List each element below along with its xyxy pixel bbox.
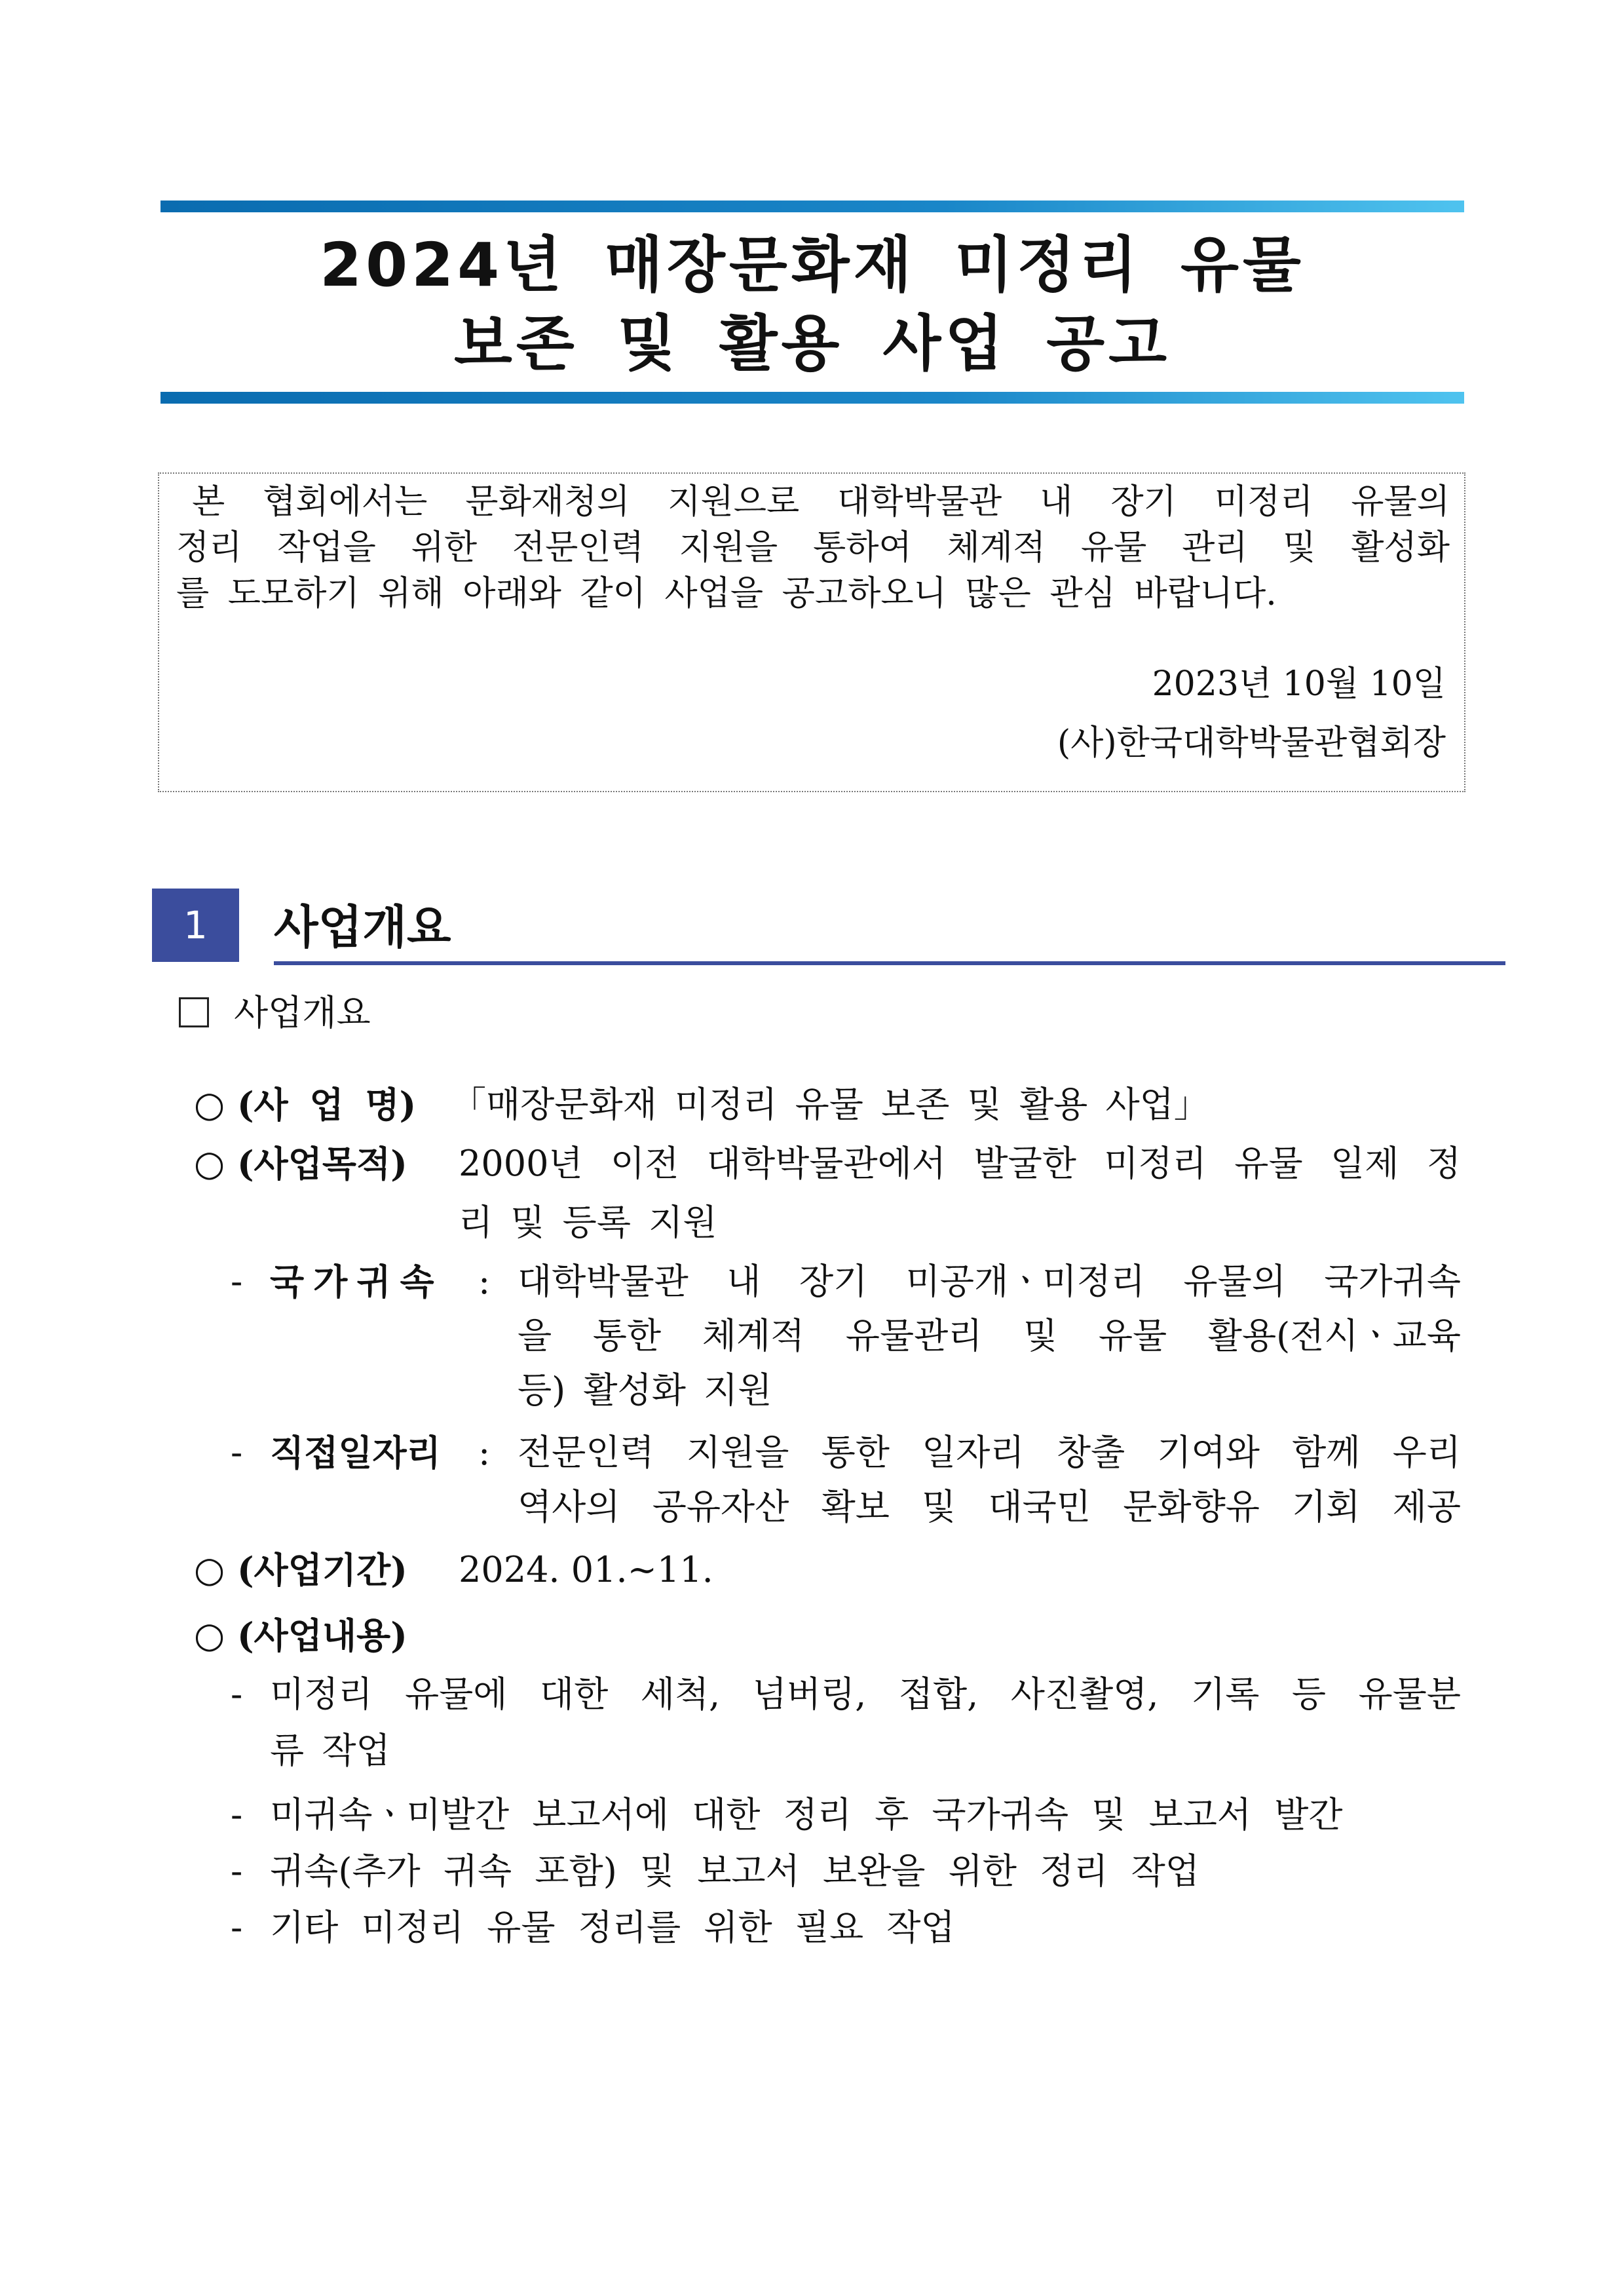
content-item-1-line-1: 미정리 유물에 대한 세척, 넘버링, 접합, 사진촬영, 기록 등 유물분: [270, 1674, 1461, 1715]
content-item-3: 귀속(추가 귀속 포함) 및 보고서 보완을 위한 정리 작업: [270, 1850, 1199, 1892]
content-item-4: 기타 미정리 유물 정리를 위한 필요 작업: [270, 1907, 955, 1948]
project-name-value: 「매장문화재 미정리 유물 보존 및 활용 사업」: [451, 1084, 1209, 1125]
period-label: (사업기간): [237, 1549, 407, 1591]
dash-bullet-icon: -: [231, 1261, 243, 1302]
sub-item-national-line-3: 등) 활성화 지원: [518, 1369, 772, 1411]
dash-bullet-icon: -: [231, 1850, 243, 1892]
notice-date: 2023년 10월 10일: [1152, 664, 1446, 704]
purpose-text-line-1: 2000년 이전 대학박물관에서 발굴한 미정리 유물 일제 정: [459, 1143, 1461, 1184]
title-bottom-bar: [161, 392, 1464, 404]
sub-item-jobs-line-1: 전문인력 지원을 통한 일자리 창출 기여와 함께 우리: [518, 1432, 1461, 1473]
overview-heading: 사업개요: [234, 992, 371, 1033]
notice-box: [158, 472, 1465, 792]
section-title: 사업개요: [274, 900, 451, 954]
notice-signer: (사)한국대학박물관협회장: [1057, 723, 1446, 763]
circle-bullet-icon: ○: [194, 1615, 225, 1656]
circle-bullet-icon: ○: [194, 1549, 225, 1590]
sub-item-jobs-line-2: 역사의 공유자산 확보 및 대국민 문화향유 기회 제공: [518, 1486, 1461, 1527]
document-title-line-2: 보존 및 활용 사업 공고: [454, 309, 1171, 379]
dash-bullet-icon: -: [231, 1674, 243, 1715]
content-item-2: 미귀속ㆍ미발간 보고서에 대한 정리 후 국가귀속 및 보고서 발간: [270, 1794, 1343, 1835]
sub-item-national-line-2: 을 통한 체계적 유물관리 및 유물 활용(전시ㆍ교육: [518, 1315, 1461, 1356]
period-value: 2024. 01.~11.: [459, 1549, 713, 1590]
dash-bullet-icon: -: [231, 1432, 243, 1473]
purpose-text-line-2: 리 및 등록 지원: [459, 1202, 717, 1243]
sub-item-national-line-1: 대학박물관 내 장기 미공개ㆍ미정리 유물의 국가귀속: [518, 1261, 1461, 1302]
dash-bullet-icon: -: [231, 1794, 243, 1835]
sub-item-label-jobs: 직접일자리: [270, 1432, 441, 1474]
dash-bullet-icon: -: [231, 1907, 243, 1948]
notice-text-line-3: 를 도모하기 위해 아래와 같이 사업을 공고하오니 많은 관심 바랍니다.: [176, 574, 1277, 613]
colon-separator: :: [478, 1261, 491, 1302]
checkbox-square-icon: [179, 997, 209, 1027]
document-title-line-1: 2024년 매장문화재 미정리 유물: [320, 230, 1305, 300]
section-underline: [274, 961, 1505, 965]
content-label: (사업내용): [237, 1615, 407, 1656]
sub-item-label-national: 국가귀속: [270, 1261, 444, 1303]
circle-bullet-icon: ○: [194, 1084, 225, 1125]
notice-text-line-2: 정리 작업을 위한 전문인력 지원을 통하여 체계적 유물 관리 및 활성화: [176, 528, 1450, 567]
purpose-label: (사업목적): [237, 1143, 407, 1185]
section-number-badge: 1: [152, 889, 239, 962]
colon-separator: :: [478, 1432, 491, 1473]
title-top-bar: [161, 201, 1464, 212]
circle-bullet-icon: ○: [194, 1143, 225, 1184]
project-name-label: (사 업 명): [237, 1084, 417, 1126]
notice-text-line-1: 본 협회에서는 문화재청의 지원으로 대학박물관 내 장기 미정리 유물의: [192, 482, 1450, 522]
content-item-1-line-2: 류 작업: [270, 1730, 390, 1771]
